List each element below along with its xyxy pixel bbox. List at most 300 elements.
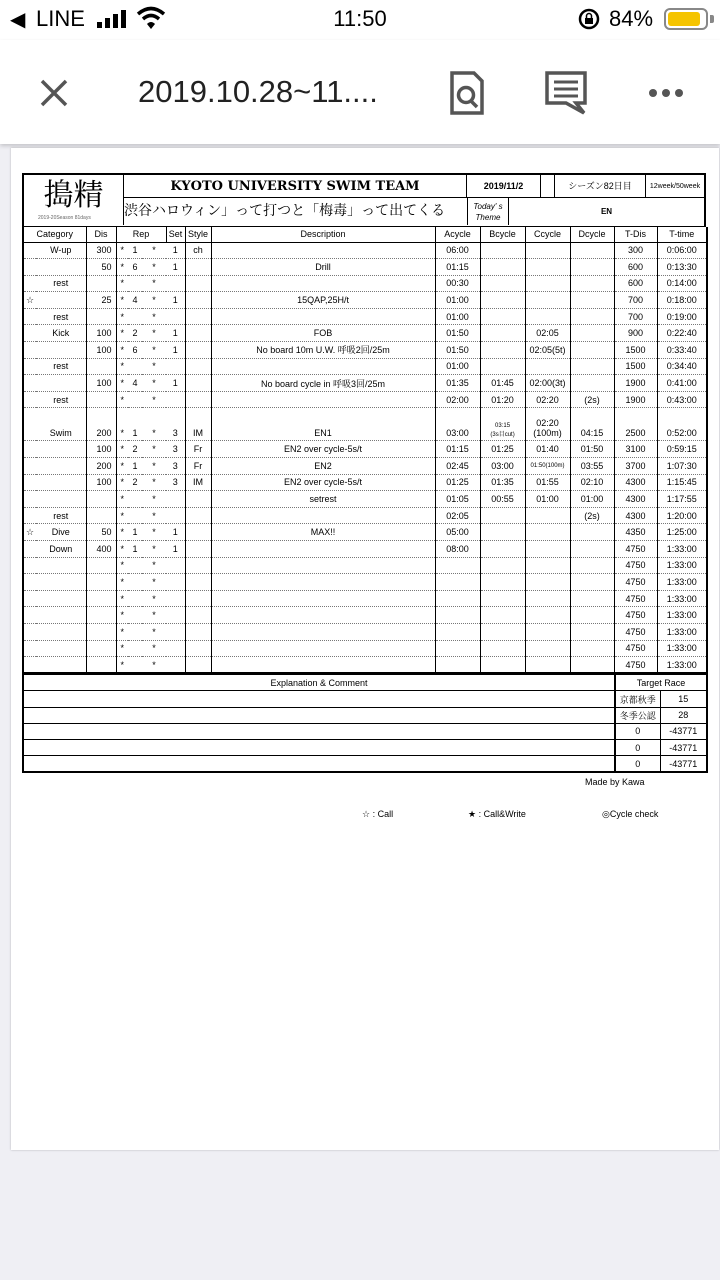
tdis-cell: 4750 xyxy=(614,574,657,591)
category-cell: rest xyxy=(36,275,86,292)
rep-cell xyxy=(128,590,142,607)
ccycle-cell xyxy=(525,308,570,325)
dis-cell xyxy=(86,607,116,624)
comment-line xyxy=(23,756,615,772)
col-ccycle: Ccycle xyxy=(525,227,570,242)
dcycle-cell: (2s) xyxy=(570,391,614,408)
rep-star-cell: * xyxy=(116,441,128,458)
bcycle-cell xyxy=(480,242,525,259)
bcycle-cell xyxy=(480,524,525,541)
mark-cell xyxy=(23,259,36,276)
dcycle-cell: 01:50 xyxy=(570,441,614,458)
style-cell xyxy=(185,607,211,624)
category-cell: rest xyxy=(36,308,86,325)
rep-cell xyxy=(128,574,142,591)
description-cell: MAX!! xyxy=(211,524,435,541)
week-counter: 12week/50week xyxy=(646,175,704,198)
tdis-cell: 4750 xyxy=(614,541,657,558)
ttime-cell: 0:52:00 xyxy=(657,408,707,441)
rep-star-cell: * xyxy=(116,375,128,392)
ttime-cell: 0:33:40 xyxy=(657,342,707,359)
table-row xyxy=(23,491,707,508)
rep-cell xyxy=(128,507,142,524)
set-star-cell: * xyxy=(142,607,166,624)
tdis-cell: 4350 xyxy=(614,524,657,541)
mark-cell xyxy=(23,391,36,408)
category-cell: Dive xyxy=(36,524,86,541)
dcycle-cell xyxy=(570,623,614,640)
rep-star-cell: * xyxy=(116,640,128,657)
bcycle-cell xyxy=(480,342,525,359)
dcycle-cell xyxy=(570,242,614,259)
col-style: Style xyxy=(185,227,211,242)
ccycle-cell: 02:05 xyxy=(525,325,570,342)
description-cell: No board cycle in 呼吸3回/25m xyxy=(211,375,435,392)
target-race-row xyxy=(23,740,707,756)
category-cell xyxy=(36,342,86,359)
target-race-value: -43771 xyxy=(660,740,707,756)
tdis-cell: 4750 xyxy=(614,607,657,624)
bcycle-cell xyxy=(480,623,525,640)
rep-cell xyxy=(128,308,142,325)
mark-cell xyxy=(23,541,36,558)
ccycle-cell xyxy=(525,275,570,292)
ccycle-cell xyxy=(525,358,570,375)
rep-cell: 2 xyxy=(128,474,142,491)
bcycle-cell xyxy=(480,292,525,309)
find-in-document-icon[interactable] xyxy=(448,70,486,116)
rep-star-cell: * xyxy=(116,342,128,359)
table-row xyxy=(23,458,707,475)
rep-cell: 6 xyxy=(128,342,142,359)
document-title: 2019.10.28~11.... xyxy=(138,74,378,109)
mark-cell xyxy=(23,242,36,259)
theme-label-line2: Theme xyxy=(475,213,501,222)
set-star-cell: * xyxy=(142,474,166,491)
dis-cell: 100 xyxy=(86,441,116,458)
category-cell xyxy=(36,590,86,607)
comment-line xyxy=(23,691,615,707)
tdis-cell: 300 xyxy=(614,242,657,259)
table-row xyxy=(23,275,707,292)
set-cell xyxy=(166,358,185,375)
acycle-cell: 02:05 xyxy=(435,507,480,524)
ccycle-cell xyxy=(525,507,570,524)
acycle-cell: 01:50 xyxy=(435,342,480,359)
dis-cell xyxy=(86,391,116,408)
bcycle-cell: 01:35 xyxy=(480,474,525,491)
rep-star-cell: * xyxy=(116,308,128,325)
bcycle-cell-top: 03:15 xyxy=(495,423,511,430)
tdis-cell: 1900 xyxy=(614,391,657,408)
target-race-name: 冬季公認 xyxy=(615,707,660,723)
ccycle-cell xyxy=(525,590,570,607)
acycle-cell: 02:00 xyxy=(435,391,480,408)
rep-cell: 2 xyxy=(128,441,142,458)
style-cell: Fr xyxy=(185,441,211,458)
category-cell: Down xyxy=(36,541,86,558)
rep-star-cell: * xyxy=(116,607,128,624)
battery-icon xyxy=(664,8,708,30)
description-cell xyxy=(211,275,435,292)
rep-star-cell: * xyxy=(116,574,128,591)
mark-cell xyxy=(23,275,36,292)
rep-star-cell: * xyxy=(116,408,128,441)
set-cell xyxy=(166,557,185,574)
rep-star-cell: * xyxy=(116,474,128,491)
dcycle-cell xyxy=(570,541,614,558)
comment-line xyxy=(23,740,615,756)
set-star-cell: * xyxy=(142,657,166,674)
dcycle-cell xyxy=(570,590,614,607)
ttime-cell: 1:33:00 xyxy=(657,607,707,624)
acycle-cell xyxy=(435,574,480,591)
set-cell xyxy=(166,623,185,640)
category-cell: Swim xyxy=(36,408,86,441)
dcycle-cell: 02:10 xyxy=(570,474,614,491)
category-cell xyxy=(36,474,86,491)
tdis-cell: 4750 xyxy=(614,590,657,607)
table-row xyxy=(23,308,707,325)
set-cell xyxy=(166,308,185,325)
set-cell xyxy=(166,657,185,674)
target-race-name: 0 xyxy=(615,723,660,739)
ccycle-cell-bottom: (100m) xyxy=(533,428,562,439)
col-dcycle: Dcycle xyxy=(570,227,614,242)
dis-cell: 300 xyxy=(86,242,116,259)
legend-call: ☆ : Call xyxy=(362,808,394,819)
dis-cell xyxy=(86,623,116,640)
set-star-cell: * xyxy=(142,574,166,591)
set-cell: 1 xyxy=(166,325,185,342)
category-cell: rest xyxy=(36,358,86,375)
status-bar xyxy=(0,0,720,40)
table-row xyxy=(23,391,707,408)
category-cell xyxy=(36,574,86,591)
ttime-cell: 1:15:45 xyxy=(657,474,707,491)
comment-line xyxy=(23,723,615,739)
description-cell xyxy=(211,358,435,375)
tdis-cell: 600 xyxy=(614,275,657,292)
ttime-cell: 0:13:30 xyxy=(657,259,707,276)
table-row xyxy=(23,623,707,640)
menu-name: 搗精 xyxy=(24,175,124,225)
tdis-cell: 4300 xyxy=(614,507,657,524)
menu-date: 2019/11/2 xyxy=(467,175,541,198)
menu-name-sub: 2019-20Season 81days xyxy=(38,215,91,221)
rep-cell xyxy=(128,358,142,375)
mark-cell xyxy=(23,607,36,624)
set-cell xyxy=(166,590,185,607)
bcycle-cell xyxy=(480,408,525,441)
comment-header-row xyxy=(23,675,707,691)
set-cell xyxy=(166,574,185,591)
dcycle-cell xyxy=(570,657,614,674)
mark-cell xyxy=(23,441,36,458)
rep-cell xyxy=(128,391,142,408)
style-cell xyxy=(185,590,211,607)
ccycle-cell xyxy=(525,607,570,624)
set-star-cell: * xyxy=(142,308,166,325)
set-star-cell: * xyxy=(142,441,166,458)
rep-cell: 4 xyxy=(128,375,142,392)
mark-cell xyxy=(23,657,36,674)
tdis-cell: 3100 xyxy=(614,441,657,458)
col-description: Description xyxy=(211,227,435,242)
category-cell xyxy=(36,623,86,640)
bcycle-cell xyxy=(480,358,525,375)
set-cell xyxy=(166,507,185,524)
ccycle-cell: 01:00 xyxy=(525,491,570,508)
tdis-cell: 4300 xyxy=(614,491,657,508)
set-cell: 3 xyxy=(166,408,185,441)
rep-star-cell: * xyxy=(116,391,128,408)
ttime-cell: 0:41:00 xyxy=(657,375,707,392)
team-name: KYOTO UNIVERSITY SWIM TEAM xyxy=(124,175,467,198)
table-row xyxy=(23,574,707,591)
set-star-cell: * xyxy=(142,259,166,276)
mark-cell xyxy=(23,623,36,640)
set-cell: 3 xyxy=(166,458,185,475)
ttime-cell: 0:19:00 xyxy=(657,308,707,325)
table-row xyxy=(23,557,707,574)
set-cell xyxy=(166,491,185,508)
season-day: シーズン82日目 xyxy=(555,175,646,198)
ccycle-cell-top: 02:20 xyxy=(536,418,559,429)
set-cell: 1 xyxy=(166,375,185,392)
menu-table-body xyxy=(23,242,707,673)
ttime-cell: 0:18:00 xyxy=(657,292,707,309)
ccycle-cell xyxy=(525,541,570,558)
target-race-row xyxy=(23,756,707,772)
col-tdis: T-Dis xyxy=(614,227,657,242)
acycle-cell: 01:05 xyxy=(435,491,480,508)
table-row xyxy=(23,292,707,309)
rep-star-cell: * xyxy=(116,458,128,475)
style-cell xyxy=(185,391,211,408)
set-star-cell: * xyxy=(142,541,166,558)
mark-cell xyxy=(23,308,36,325)
dis-cell xyxy=(86,557,116,574)
category-cell xyxy=(36,458,86,475)
description-cell xyxy=(211,557,435,574)
description-cell: No board 10m U.W. 呼吸2回/25m xyxy=(211,342,435,359)
rep-cell xyxy=(128,623,142,640)
description-cell: EN2 over cycle-5s/t xyxy=(211,474,435,491)
style-cell: Fr xyxy=(185,458,211,475)
dcycle-cell: 04:15 xyxy=(570,408,614,441)
comment-target-table xyxy=(22,674,708,773)
acycle-cell: 01:00 xyxy=(435,292,480,309)
target-race-label: Target Race xyxy=(615,675,707,691)
rep-cell: 1 xyxy=(128,541,142,558)
set-cell: 1 xyxy=(166,242,185,259)
description-cell: EN2 xyxy=(211,458,435,475)
rep-star-cell: * xyxy=(116,242,128,259)
rep-star-cell: * xyxy=(116,590,128,607)
acycle-cell: 01:15 xyxy=(435,259,480,276)
made-by: Made by Kawa xyxy=(585,776,645,787)
bcycle-cell xyxy=(480,308,525,325)
set-star-cell: * xyxy=(142,623,166,640)
set-star-cell: * xyxy=(142,342,166,359)
ttime-cell: 1:33:00 xyxy=(657,574,707,591)
dcycle-cell xyxy=(570,292,614,309)
dcycle-cell: 03:55 xyxy=(570,458,614,475)
ttime-cell: 0:43:00 xyxy=(657,391,707,408)
dis-cell xyxy=(86,308,116,325)
header-blank-cell xyxy=(541,175,555,198)
comment-icon[interactable] xyxy=(544,70,588,116)
acycle-cell: 03:00 xyxy=(435,408,480,441)
table-row xyxy=(23,474,707,491)
tdis-cell: 700 xyxy=(614,292,657,309)
dcycle-cell xyxy=(570,308,614,325)
ttime-cell: 0:34:40 xyxy=(657,358,707,375)
rep-cell: 1 xyxy=(128,242,142,259)
bcycle-cell: 03:00 xyxy=(480,458,525,475)
set-star-cell: * xyxy=(142,557,166,574)
set-star-cell: * xyxy=(142,292,166,309)
set-cell xyxy=(166,640,185,657)
dis-cell xyxy=(86,657,116,674)
rep-star-cell: * xyxy=(116,623,128,640)
category-cell: rest xyxy=(36,507,86,524)
category-cell xyxy=(36,491,86,508)
back-to-app-icon[interactable]: ◀ xyxy=(10,9,26,31)
tdis-cell: 4750 xyxy=(614,557,657,574)
target-race-name: 京都秋季 xyxy=(615,691,660,707)
rep-star-cell: * xyxy=(116,259,128,276)
style-cell xyxy=(185,623,211,640)
description-cell xyxy=(211,574,435,591)
col-set: Set xyxy=(166,227,185,242)
style-cell xyxy=(185,259,211,276)
rep-star-cell: * xyxy=(116,507,128,524)
table-row xyxy=(23,507,707,524)
tdis-cell: 1900 xyxy=(614,375,657,392)
dis-cell: 100 xyxy=(86,325,116,342)
description-cell xyxy=(211,541,435,558)
target-race-row xyxy=(23,723,707,739)
set-cell: 1 xyxy=(166,541,185,558)
rep-cell xyxy=(128,557,142,574)
col-category: Category xyxy=(23,227,86,242)
style-cell: IM xyxy=(185,474,211,491)
today-theme-text: 渋谷ハロウィン」って打つと「梅毒」って出てくる xyxy=(124,203,446,219)
dcycle-cell xyxy=(570,358,614,375)
dcycle-cell: (2s) xyxy=(570,507,614,524)
tdis-cell: 4750 xyxy=(614,657,657,674)
bcycle-cell: 00:55 xyxy=(480,491,525,508)
training-menu-sheet xyxy=(22,173,706,833)
table-row xyxy=(23,408,707,441)
ttime-cell: 0:14:00 xyxy=(657,275,707,292)
acycle-cell: 01:35 xyxy=(435,375,480,392)
ccycle-cell: 02:05(5t) xyxy=(525,342,570,359)
category-cell xyxy=(36,607,86,624)
dis-cell: 100 xyxy=(86,474,116,491)
dcycle-cell xyxy=(570,375,614,392)
dis-cell xyxy=(86,275,116,292)
tdis-cell: 600 xyxy=(614,259,657,276)
category-cell xyxy=(36,259,86,276)
close-icon[interactable] xyxy=(34,73,74,113)
acycle-cell: 05:00 xyxy=(435,524,480,541)
menu-table xyxy=(22,227,708,674)
table-row xyxy=(23,358,707,375)
ccycle-cell xyxy=(525,524,570,541)
legend-cycle-check: ◎Cycle check xyxy=(602,808,659,819)
rep-cell: 1 xyxy=(128,524,142,541)
description-cell xyxy=(211,640,435,657)
ccycle-cell xyxy=(525,242,570,259)
ttime-cell: 1:33:00 xyxy=(657,657,707,674)
tdis-cell: 700 xyxy=(614,308,657,325)
description-cell xyxy=(211,507,435,524)
dcycle-cell xyxy=(570,574,614,591)
style-cell xyxy=(185,657,211,674)
bcycle-cell xyxy=(480,507,525,524)
battery-percent: 84% xyxy=(609,6,654,31)
bcycle-cell xyxy=(480,657,525,674)
acycle-cell: 01:00 xyxy=(435,308,480,325)
rep-cell xyxy=(128,640,142,657)
ttime-cell: 1:33:00 xyxy=(657,541,707,558)
set-star-cell: * xyxy=(142,242,166,259)
more-options-icon[interactable] xyxy=(648,88,684,98)
rep-cell: 2 xyxy=(128,325,142,342)
col-acycle: Acycle xyxy=(435,227,480,242)
style-cell xyxy=(185,574,211,591)
description-cell: EN2 over cycle-5s/t xyxy=(211,441,435,458)
tdis-cell: 1500 xyxy=(614,358,657,375)
acycle-cell: 08:00 xyxy=(435,541,480,558)
category-cell xyxy=(36,375,86,392)
mark-cell xyxy=(23,375,36,392)
category-cell: rest xyxy=(36,391,86,408)
dis-cell: 200 xyxy=(86,408,116,441)
acycle-cell xyxy=(435,640,480,657)
set-cell xyxy=(166,275,185,292)
ccycle-cell xyxy=(525,574,570,591)
tdis-cell: 1500 xyxy=(614,342,657,359)
dis-cell xyxy=(86,640,116,657)
acycle-cell xyxy=(435,657,480,674)
ccycle-cell xyxy=(525,557,570,574)
dis-cell xyxy=(86,507,116,524)
rep-cell: 6 xyxy=(128,259,142,276)
ccycle-cell xyxy=(525,640,570,657)
table-row xyxy=(23,441,707,458)
style-cell xyxy=(185,557,211,574)
category-cell xyxy=(36,640,86,657)
description-cell xyxy=(211,391,435,408)
dcycle-cell xyxy=(570,325,614,342)
target-race-name: 0 xyxy=(615,756,660,772)
rep-star-cell: * xyxy=(116,358,128,375)
ttime-cell: 1:07:30 xyxy=(657,458,707,475)
description-cell xyxy=(211,242,435,259)
document-page[interactable] xyxy=(11,148,719,1150)
style-cell: IM xyxy=(185,408,211,441)
acycle-cell: 01:00 xyxy=(435,358,480,375)
rep-cell: 4 xyxy=(128,292,142,309)
style-cell xyxy=(185,308,211,325)
set-cell: 1 xyxy=(166,259,185,276)
acycle-cell: 06:00 xyxy=(435,242,480,259)
description-cell xyxy=(211,308,435,325)
